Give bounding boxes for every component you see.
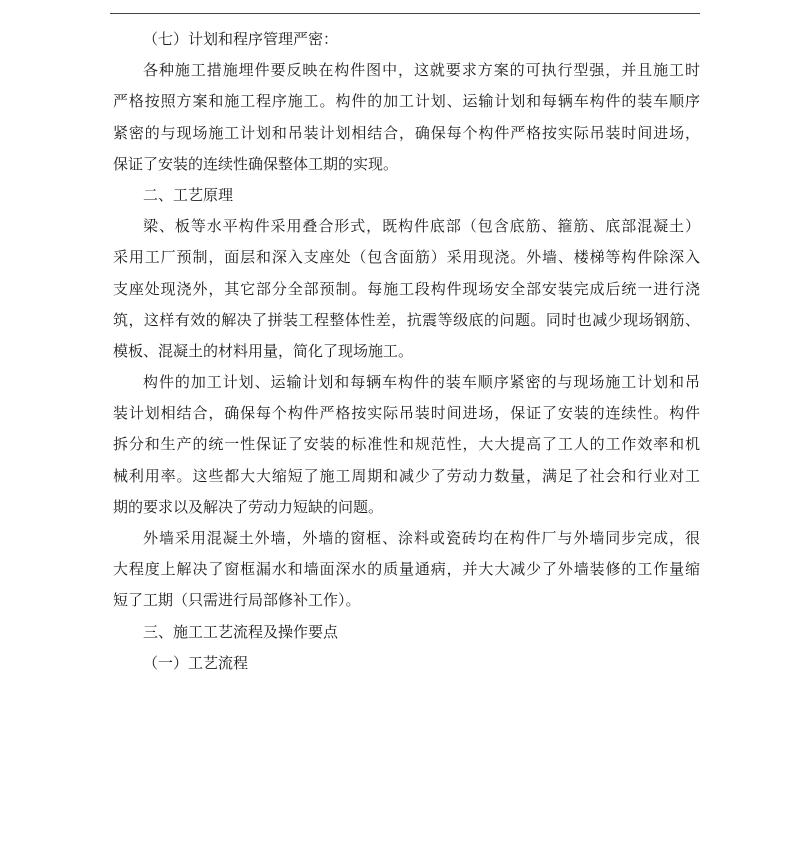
section-heading-2: 二、工艺原理 xyxy=(143,185,234,204)
paragraph-line: 各种施工措施埋件要反映在构件图中，这就要求方案的可执行型强，并且施工时 xyxy=(143,61,700,80)
paragraph-line: 严格按照方案和施工程序施工。构件的加工计划、运输计划和每辆车构件的装车顺序 xyxy=(113,92,700,111)
section-heading-7: （七）计划和程序管理严密： xyxy=(143,30,339,48)
section-heading-3: 三、施工工艺流程及操作要点 xyxy=(143,622,339,641)
paragraph-line: 采用工厂预制，面层和深入支座处（包含面筋）采用现浇。外墙、楼梯等构件除深入 xyxy=(113,248,700,267)
paragraph-line: 期的要求以及解决了劳动力短缺的问题。 xyxy=(113,497,384,516)
document-body xyxy=(113,24,700,679)
header-rule xyxy=(110,13,700,14)
paragraph-line: 外墙采用混凝土外墙，外墙的窗框、涂料或瓷砖均在构件厂与外墙同步完成，很 xyxy=(143,529,700,547)
paragraph-line: 拆分和生产的统一性保证了安装的标准性和规范性，大大提高了工人的工作效率和机 xyxy=(113,435,700,454)
paragraph-line: 构件的加工计划、运输计划和每辆车构件的装车顺序紧密的与现场施工计划和吊 xyxy=(143,373,700,392)
paragraph-line: 梁、板等水平构件采用叠合形式，既构件底部（包含底筋、箍筋、底部混凝土） xyxy=(143,217,700,236)
paragraph-line: 保证了安装的连续性确保整体工期的实现。 xyxy=(113,154,399,173)
paragraph-line: 械利用率。这些都大大缩短了施工周期和减少了劳动力数量，满足了社会和行业对工 xyxy=(113,466,700,485)
paragraph-line: 筑，这样有效的解决了拼装工程整体性差，抗震等级底的问题。同时也减少现场钢筋、 xyxy=(113,310,700,329)
paragraph-line: 装计划相结合，确保每个构件严格按实际吊装时间进场，保证了安装的连续性。构件 xyxy=(113,404,700,423)
paragraph-line: 紧密的与现场施工计划和吊装计划相结合，确保每个构件严格按实际吊装时间进场， xyxy=(113,123,700,142)
paragraph-line: 大程度上解决了窗框漏水和墙面深水的质量通病，并大大减少了外墙装修的工作量缩 xyxy=(113,560,700,579)
paragraph-line: 短了工期（只需进行局部修补工作）。 xyxy=(113,591,361,610)
subsection-heading-1: （一）工艺流程 xyxy=(143,653,249,672)
paragraph-line: 支座处现浇外，其它部分全部预制。每施工段构件现场安全部安装完成后统一进行浇 xyxy=(113,279,700,298)
paragraph-line: 模板、混凝土的材料用量，简化了现场施工。 xyxy=(113,341,414,360)
